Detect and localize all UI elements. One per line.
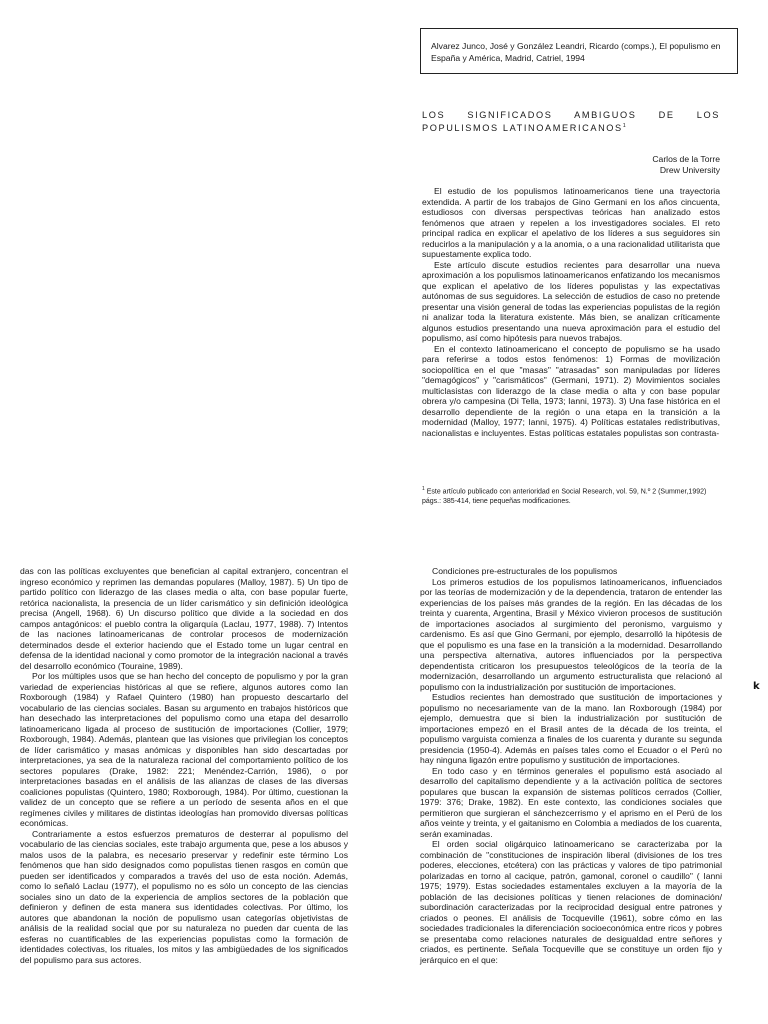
footnote-mark: 1	[422, 486, 425, 492]
author-name: Carlos de la Torre	[652, 154, 720, 164]
footnote	[422, 485, 720, 506]
title-footnote-mark: 1	[622, 123, 626, 129]
paragraph: En el contexto latinoamericano el concepto de populismo se ha usado para referirse a todos estos fenómenos: 1) Formas de movilización sociopolítica en el que "masas" "atrasadas" son manipuladas por líderes "demagógicos" y "carismáticos" (Germani, 1971). 2) Movimientos sociales multiclasistas con liderazgo de la clase media o alta y con base popular obrera y/o campesina (Di Tella, 1973; Ianni, 1973). 3) Una fase histórica en el desarrollo dependiente de la región o una etapa en la transición a la modernidad (Malloy, 1977; Ianni, 1975). 4) Políticas estatales redistributivas, nacionalistas e incluyentes. Estas políticas estatales populistas son contrasta-	[422, 343, 720, 438]
citation-text: Alvarez Junco, José y González Leandri, Ricardo (comps.), El populismo en España y América, Madrid, Catriel, 1994	[431, 41, 721, 63]
byline	[540, 154, 720, 176]
paragraph: Estudios recientes han demostrado que sustitución de importaciones y populismo no necesariamente van de la mano. Ian Roxborough (1984) por ejemplo, demuestra que si bien la industrialización por sustitución de importaciones empezó en el Brasil antes de la década de los treinta, el populismo varguista comienza a finales de los cuarenta y durante su segunda presidencia (1950-4). Además en países tales como el Ecuador o el Perú no hay ninguna ligazón entre populismo y sustitución de importaciones.	[420, 692, 722, 765]
paragraph: Contrariamente a estos esfuerzos prematuros de desterrar al populismo del vocabulario de las ciencias sociales, este trabajo argumenta que, pese a los abusos y malos usos de la palabra, es necesario preservar y redefinir este término Los fenómenos que han sido designados como populistas tienen rasgos en común que pueden ser identificados y comparados a través del uso de esta noción. Además, como lo señaló Laclau (1977), el populismo no es sólo un concepto de las ciencias sociales sino un dato de la experiencia de amplios sectores de la población que definieron y definen de esta manera sus identidades colectivas. Por último, los autores que abandonan la noción de populismo usan categorías objetivistas de análisis de la realidad social que por su naturaleza no pueden dar cuenta de las esferas no cuantificables de las experiencias populistas como la formación de identidades colectivas, los rituales, los mitos y las ambigüedades de los significados del populismo para sus actores.	[20, 828, 348, 965]
paragraph: das con las políticas excluyentes que benefician al capital extranjero, concentran el ingreso económico y reprimen las demandas populares (Malloy, 1987). 5) Un tipo de partido político con liderazgo de las clases media o alta, con base popular fuerte, retórica nacionalista, la presencia de un líder carismático y sin definición ideológica precisa (Angell, 1968). 6) Un discurso político que divide a la sociedad en dos campos antagónicos: el pueblo contra la oligarquía (Laclau, 1977, 1988). 7) Intentos de las naciones latinoamericanas de controlar procesos de modernización determinados desde el exterior haciendo que el Estado tome un lugar central en defensa de la identidad nacional y como promotor de la integración nacional a través del desarrollo económico (Touraine, 1989).	[20, 566, 348, 671]
paragraph: Los primeros estudios de los populismos latinoamericanos, influenciados por las teorías de modernización y de la dependencia, trataron de entender las experiencias de los países más grandes de la región. En las décadas de los treinta y cuarenta, Argentina, Brasil y México vivieron procesos de sustitución de importaciones asociados al surgimiento del peronismo, varguismo y cardenismo. Es así que Gino Germani, por ejemplo, desarrolló la hipótesis de que el populismo es una fase en la transición a la modernidad. Desarrollando una perspectiva alternativa, autores influenciados por la perspectiva dependentista criticaron los presupuestos teleológicos de la teoría de la modernización, desarrollando un argumento estructuralista que relacionó al populismo con la industrialización por sustitución de importaciones.	[420, 576, 722, 692]
footnote-text: Este artículo publicado con anterioridad en Social Research, vol. 59, N.º 2 (Summer,1992) págs.: 385-414, tiene pequeñas modificaciones.	[422, 488, 707, 505]
lower-left-column	[20, 566, 348, 965]
paragraph: En todo caso y en términos generales el populismo está asociado al desarrollo del capitalismo dependiente y a la activación política de sectores populares que buscan la expansión de sistemas políticos cerrados (Collier, 1979: 376; Drake, 1982). En este contexto, las condiciones sociales que permitieron que surgieran el sánchezcerrismo y el aprismo en el Perú de los años veinte y treinta, y el gaitanismo en Colombia a mediados de los cuarenta, serán examinadas.	[420, 765, 722, 839]
section-heading: Condiciones pre-estructurales de los populismos	[432, 566, 618, 576]
paragraph: El orden social oligárquico latinoamericano se caracterizaba por la combinación de "constituciones de inspiración liberal (divisiones de los tres poderes, elecciones, etcétera) con las prácticas y valores de tipo patrimonial polarizadas en torno al cacique, patrón, gamonal, coronel o caudillo" ( Ianni 1975; 1979). Estas sociedades estamentales excluyen a la mayoría de la población de las decisiones políticas y tienen relaciones de dominación/ subordinación caracterizadas por la reciprocidad desigual entre patrones y criados o peones. El análisis de Tocqueville (1961), sobre cómo en las sociedades tradicionales la diferenciación socioeconómica entre ricos y pobres se presentaba como relaciones naturales de desigualdad entre señores y criados, es pertinente. Señala Tocqueville que se constituye un orden fijo y jerárquico en el que:	[420, 839, 722, 965]
paragraph: El estudio de los populismos latinoamericanos tiene una trayectoria extendida. A partir de los trabajos de Gino Germani en los años cincuenta, estudiosos con diversas perspectivas teóricas han analizado estos fenómenos que atraen y repelen a los investigadores sociales. El reto principal radica en explicar el apelativo de los líderes a sus seguidores sin reducirlos a la manipulación y a la anomia, o a una racionalidad utilitarista que supuestamente explica todo.	[422, 186, 720, 259]
paragraph: Por los múltiples usos que se han hecho del concepto de populismo y por la gran variedad de experiencias históricas al que se refiere, algunos autores como Ian Roxborough (1984) y Rafael Quintero (1980) han propuesto descartarlo del vocabulario de las ciencias sociales. Basan su argumento en trabajos históricos que han desechado las interpretaciones del populismo como una etapa del desarrollo latinoamericano ligada al proceso de sustitución de importaciones (Collier, 1979; Roxborough, 1984). Además, plantean que las visiones que privilegian los conceptos de líder carismático y masas anómicas y disponibles han sido descartadas por interpretaciones, ya sea de la naturaleza racional del comportamiento político de los sectores populares (Drake, 1982: 221; Menéndez-Carrión, 1986), o por interpretaciones basadas en el análisis de las alianzas de clases de las diversas coaliciones populistas (Quintero, 1980; Roxborough, 1984). Por último, cuestionan la validez de un concepto que se refiere a un período de sesenta años en el que regímenes civiles y militares de distintas ideologías han promovido diversas políticas económicas.	[20, 671, 348, 828]
author-affiliation: Drew University	[659, 165, 720, 175]
lower-right-column	[420, 566, 722, 965]
citation-box	[420, 28, 738, 74]
paragraph: Este artículo discute estudios recientes para desarrollar una nueva aproximación a los populismos latinoamericanos enfatizando los mecanismos que explican el apelativo de los líderes populistas y las expectativas autónomas de sus seguidores. La selección de estudios de caso no pretende presentar una visión general de todas las experiencias populistas de la región ni analizar toda la literatura existente. Más bien, se analizan críticamente algunos estudios presentando una nueva aproximación para el estudio del populismo, así como hipótesis para nuevos trabajos.	[422, 259, 720, 343]
upper-right-column	[422, 186, 720, 438]
margin-mark: k	[753, 681, 760, 692]
article-title-text: LOS SIGNIFICADOS AMBIGUOS DE LOS POPULISMOS LATINOAMERICANOS	[422, 110, 720, 134]
article-title	[422, 110, 720, 134]
